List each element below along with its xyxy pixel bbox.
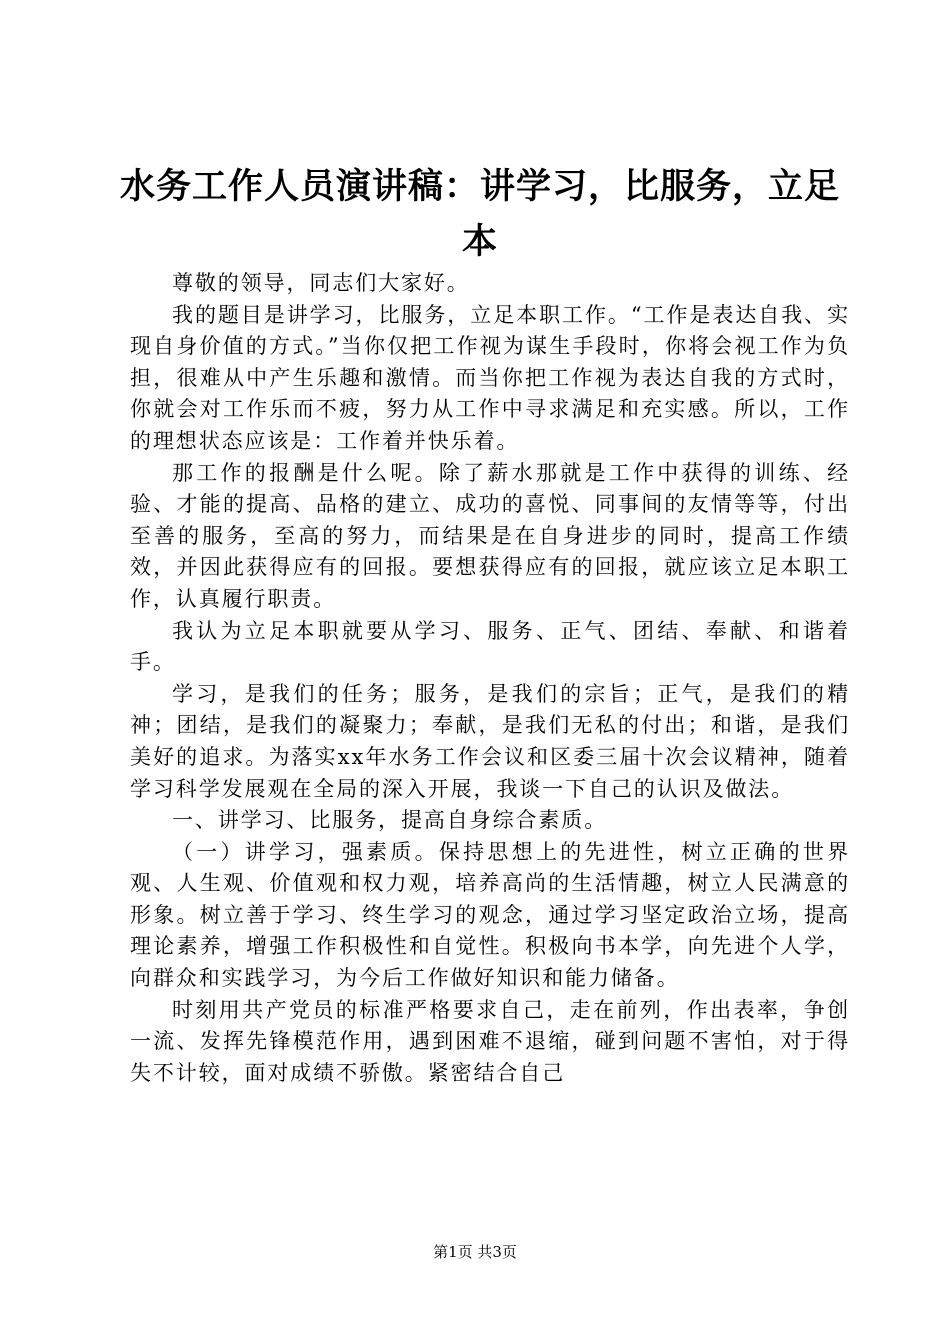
document-body xyxy=(130,268,850,1089)
paragraph-greeting: 尊敬的领导，同志们大家好。 xyxy=(172,271,470,295)
paragraph-reward: 那工作的报酬是什么呢。除了薪水那就是工作中获得的训练、经验、才能的提高、品格的建立、成功的喜悦、同事间的友情等等，付出至善的服务，至高的努力，而结果是在自身进步的同时，提高工作绩效，并因此获得应有的回报。要想获得应有的回报，就应该立足本职工作，认真履行职责。 xyxy=(130,460,850,611)
paragraph-topic: 我的题目是讲学习，比服务，立足本职工作。“工作是表达自我、实现自身价值的方式。”当你仅把工作视为谋生手段时，你将会视工作为负担，很难从中产生乐趣和激情。而当你把工作视为表达自我的方式时，你就会对工作乐而不疲，努力从工作中寻求满足和充实感。所以，工作的理想状态应该是：工作着并快乐着。 xyxy=(130,302,850,453)
paragraph-values: 学习，是我们的任务；服务，是我们的宗旨；正气，是我们的精神；团结，是我们的凝聚力；奉献，是我们无私的付出；和谐，是我们美好的追求。为落实xx年水务工作会议和区委三届十次会议精神，随着学习科学发展观在全局的深入开展，我谈一下自己的认识及做法。 xyxy=(130,681,850,801)
page-footer: 第1页 共3页 xyxy=(433,1243,517,1261)
paragraph-approach: 我认为立足本职就要从学习、服务、正气、团结、奉献、和谐着手。 xyxy=(130,618,850,675)
paragraph-standard: 时刻用共产党员的标准严格要求自己，走在前列，作出表率，争创一流、发挥先锋模范作用，遇到困难不退缩，碰到问题不害怕，对于得失不计较，面对成绩不骄傲。紧密结合自己 xyxy=(130,997,850,1085)
section-heading-1: 一、讲学习、比服务，提高自身综合素质。 xyxy=(172,808,608,833)
document-title: 水务工作人员演讲稿：讲学习，比服务，立足本 xyxy=(120,167,841,262)
paragraph-study: （一）讲学习，强素质。保持思想上的先进性，树立正确的世界观、人生观、价值观和权力观，培养高尚的生活情趣，树立人民满意的形象。树立善于学习、终生学习的观念，通过学习坚定政治立场，提高理论素养，增强工作积极性和自觉性。积极向书本学，向先进个人学，向群众和实践学习，为今后工作做好知识和能力储备。 xyxy=(130,839,850,991)
